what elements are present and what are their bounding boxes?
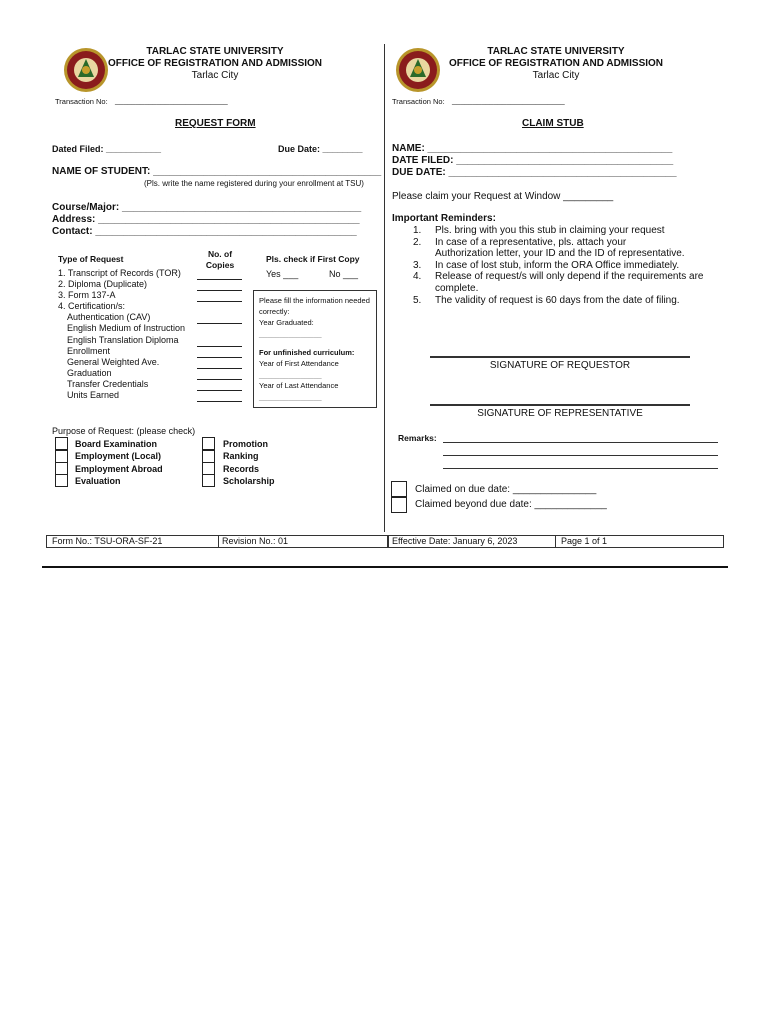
representative-signature-line <box>430 404 690 406</box>
copies-blanks[interactable] <box>197 269 242 402</box>
transaction-label-right: Transaction No: <box>392 97 445 106</box>
date-filed-field: DATE FILED: _______________________________________ <box>392 155 674 166</box>
list-item: Authorization letter, your ID and the ID of representative. <box>435 248 685 260</box>
form-number: Form No.: TSU-ORA-SF-21 <box>52 536 163 546</box>
remarks-label: Remarks: <box>398 433 437 443</box>
left-header <box>95 46 335 82</box>
name-note: (Pls. write the name registered during your enrollment at TSU) <box>144 179 364 188</box>
list-item: English Translation Diploma <box>67 334 179 345</box>
list-item: 5. The validity of request is 60 days from the date of filing. <box>413 294 680 306</box>
list-item: General Weighted Ave. <box>67 356 160 367</box>
type-of-request-header: Type of Request <box>58 254 124 264</box>
claim-stub-title: CLAIM STUB <box>522 118 584 129</box>
remarks-line[interactable] <box>443 468 718 469</box>
copies-blank <box>197 358 242 369</box>
contact: Contact: _______________________________________________ <box>52 226 357 237</box>
list-item: 4. Release of request/s will only depend if the requirements are <box>413 271 704 283</box>
list-item: 3. Form 137-A <box>58 290 116 301</box>
university-name: TARLAC STATE UNIVERSITY <box>487 46 625 57</box>
list-item: Employment (Local) <box>75 451 162 462</box>
year-graduated-input[interactable]: _______________ <box>259 329 322 338</box>
copies-blank <box>197 391 242 402</box>
scholarship-checkbox[interactable] <box>202 474 215 487</box>
list-item: 3. In case of lost stub, inform the ORA Office immediately. <box>413 259 680 271</box>
list-item: Graduation <box>67 367 112 378</box>
city: Tarlac City <box>191 70 239 81</box>
effective-date: Effective Date: January 6, 2023 <box>392 536 518 546</box>
office-name: OFFICE OF REGISTRATION AND ADMISSION <box>448 58 664 69</box>
evaluation-checkbox[interactable] <box>55 474 68 487</box>
list-item: English Medium of Instruction <box>67 323 186 334</box>
list-item: 2. Diploma (Duplicate) <box>58 279 148 290</box>
right-header <box>436 46 676 82</box>
list-item: Employment Abroad <box>75 463 163 474</box>
promotion-checkbox[interactable] <box>202 437 215 450</box>
purpose-right-list <box>223 438 275 487</box>
name-field: NAME: ____________________________________________ <box>392 143 673 154</box>
remarks-line[interactable] <box>443 442 718 443</box>
list-item: Board Examination <box>75 439 158 449</box>
university-seal-logo-right <box>395 47 441 93</box>
list-item: 1. Transcript of Records (TOR) <box>58 268 181 278</box>
due-date-field: DUE DATE: _________________________________________ <box>392 167 677 178</box>
copies-blank <box>197 280 242 291</box>
no-option[interactable]: No ___ <box>329 269 359 279</box>
reminders-label: Important Reminders: <box>392 213 496 224</box>
yes-option[interactable]: Yes ___ <box>266 269 299 279</box>
cut-line <box>42 566 728 568</box>
list-item: Scholarship <box>223 475 275 486</box>
office-name: OFFICE OF REGISTRATION AND ADMISSION <box>107 58 323 69</box>
copies-blank <box>197 369 242 380</box>
first-copy-header: Pls. check if First Copy <box>266 254 360 264</box>
request-form-title: REQUEST FORM <box>175 118 256 129</box>
purpose-left-list <box>75 438 163 487</box>
list-item: 1. Pls. bring with you this stub in claiming your request <box>413 225 665 236</box>
address: Address: _______________________________________________ <box>52 214 360 225</box>
purpose-label: Purpose of Request: (please check) <box>52 426 196 436</box>
name-of-student: NAME OF STUDENT: _________________________________________ <box>52 166 382 177</box>
city: Tarlac City <box>532 70 580 81</box>
dated-filed: Dated Filed: ___________ <box>52 144 162 154</box>
signature-of-representative: SIGNATURE OF REPRESENTATIVE <box>477 408 643 419</box>
claimed-due-checkbox[interactable] <box>391 481 407 497</box>
requestor-signature-line <box>430 356 690 358</box>
request-type-list <box>58 268 185 401</box>
claimed-beyond-due-date: Claimed beyond due date: _____________ <box>415 499 607 510</box>
copies-blank <box>197 291 242 302</box>
claim-window: Please claim your Request at Window _________ <box>392 191 614 202</box>
list-item: 2. In case of a representative, pls. attach your <box>413 236 627 248</box>
due-date: Due Date: ________ <box>278 144 363 154</box>
last-attendance-input[interactable]: _______________ <box>259 392 322 401</box>
copies-blank <box>197 269 242 280</box>
list-item: Records <box>223 463 260 474</box>
list-item: complete. <box>435 282 479 294</box>
list-item: Evaluation <box>75 475 121 486</box>
copies-blank <box>197 380 242 391</box>
transaction-line-right: ___________________________ <box>452 96 565 105</box>
page-number: Page 1 of 1 <box>561 536 608 546</box>
signature-of-requestor: SIGNATURE OF REQUESTOR <box>489 360 631 371</box>
footer-divider <box>218 535 219 548</box>
university-name: TARLAC STATE UNIVERSITY <box>146 46 284 57</box>
transaction-label: Transaction No: <box>55 97 108 106</box>
claim-stub-fields <box>392 143 677 179</box>
course-major: Course/Major: ___________________________________________ <box>52 202 362 213</box>
reminders-list <box>413 225 703 306</box>
first-attendance-input[interactable]: _______________ <box>259 370 322 379</box>
list-item: Promotion <box>223 439 268 449</box>
list-item: Authentication (CAV) <box>67 312 151 323</box>
list-item: Ranking <box>223 451 259 462</box>
list-item: Units Earned <box>67 390 120 401</box>
copies-blank <box>197 347 242 358</box>
revision-number: Revision No.: 01 <box>222 536 289 546</box>
transaction-line: ___________________________ <box>115 96 228 105</box>
remarks-line[interactable] <box>443 455 718 456</box>
list-item: 4. Certification/s: <box>58 301 126 312</box>
copies-blank <box>197 313 242 324</box>
list-item: Transfer Credentials <box>67 378 149 389</box>
claimed-on-due-date: Claimed on due date: _______________ <box>415 484 597 495</box>
board-exam-checkbox[interactable] <box>55 437 68 450</box>
list-item: Enrollment <box>67 345 111 356</box>
claimed-beyond-checkbox[interactable] <box>391 497 407 513</box>
copies-blank <box>197 336 242 347</box>
graduation-info-box: Please fill the information needed correctly: Year Graduated: _______________ For unfinished curriculum: Year of First Attendance _______________ Year of Last Attendance _______________ <box>253 290 377 408</box>
column-divider <box>384 44 385 532</box>
copies-header: No. of Copies <box>205 249 235 270</box>
footer-divider-right <box>555 535 556 548</box>
